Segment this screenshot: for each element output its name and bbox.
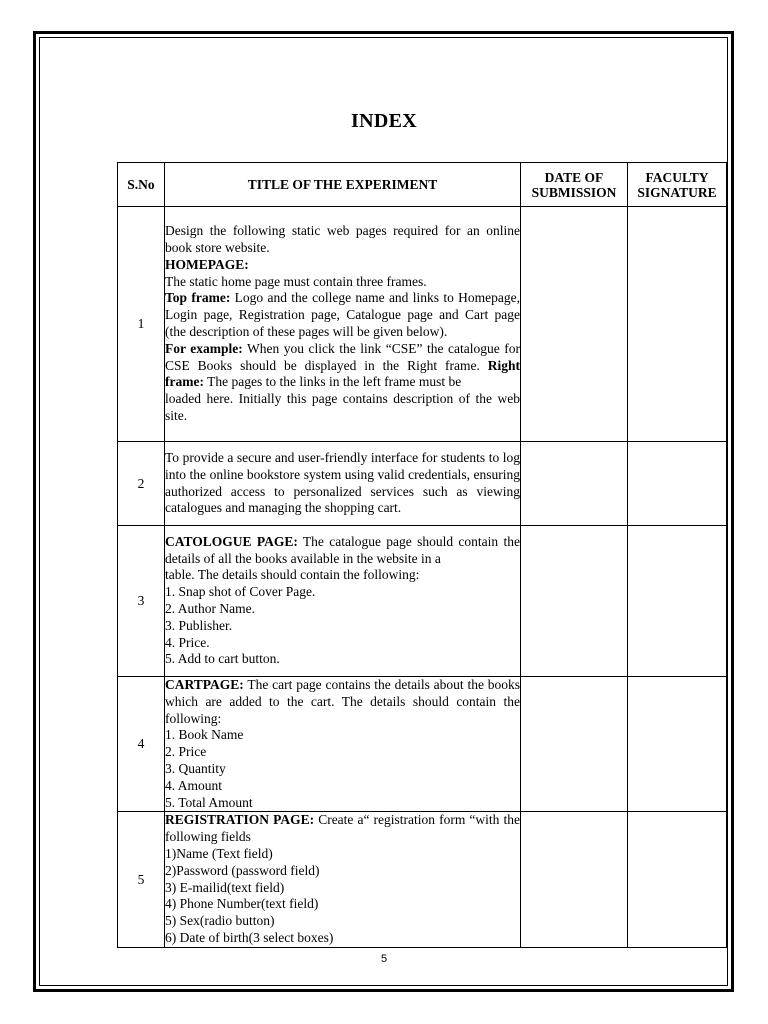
desc-line: 4. Price. <box>165 634 210 650</box>
desc-line: 1)Name (Text field) <box>165 845 273 861</box>
row-sno: 1 <box>118 207 165 442</box>
faculty-signature-cell[interactable] <box>628 207 727 442</box>
desc-line: To provide a secure and user-friendly interface for students to log into the online bookstore system using valid credentials, ensuring authorized access to personalized services such as viewing catalogues and managing the shopping cart. <box>165 449 520 516</box>
desc-line: 2. Author Name. <box>165 601 255 616</box>
row-description <box>165 812 521 947</box>
desc-line: 5) Sex(radio button) <box>165 913 275 929</box>
desc-line: CATOLOGUE PAGE: The catalogue page should contain the details of all the books available in the website in a <box>165 533 520 566</box>
desc-line: 2)Password (password field) <box>165 862 320 878</box>
desc-line: 3. Publisher. <box>165 617 233 633</box>
table-row <box>118 677 727 812</box>
desc-line: 1. Book Name <box>165 727 244 743</box>
desc-line: REGISTRATION PAGE: Create a“ registration form “with the following fields <box>165 812 520 845</box>
table-row <box>118 526 727 677</box>
desc-line: Top frame: Logo and the college name and links to Homepage, Login page, Registration page, Catalogue page and Cart page (the description of these pages will be given below). <box>165 290 521 339</box>
desc-line: 3. Quantity <box>165 760 226 776</box>
desc-line: HOMEPAGE: <box>165 256 249 272</box>
row-sno: 4 <box>118 677 165 812</box>
table-header-row <box>118 163 727 207</box>
table-row <box>118 442 727 526</box>
table-row <box>118 812 727 947</box>
row-sno: 3 <box>118 526 165 677</box>
date-of-submission-cell[interactable] <box>521 812 628 947</box>
row-description <box>165 207 521 442</box>
desc-line: loaded here. Initially this page contains description of the web site. <box>165 391 520 423</box>
header-sno: S.No <box>118 163 165 207</box>
row-description <box>165 677 521 812</box>
desc-line: 4) Phone Number(text field) <box>165 896 319 912</box>
row-description <box>165 526 521 677</box>
faculty-signature-cell[interactable] <box>628 442 727 526</box>
row-description <box>165 442 521 526</box>
desc-line: For example: When you click the link “CSE” the catalogue for CSE Books should be displayed in the Right frame. Right frame: The pages to the links in the left frame must be <box>165 340 520 390</box>
desc-line: 6) Date of birth(3 select boxes) <box>165 929 334 945</box>
desc-line: 4. Amount <box>165 777 223 793</box>
header-title: TITLE OF THE EXPERIMENT <box>165 163 521 207</box>
desc-line: table. The details should contain the following: <box>165 567 420 583</box>
page-title: INDEX <box>351 110 417 132</box>
desc-line: 5. Add to cart button. <box>165 651 280 667</box>
row-sno: 5 <box>118 812 165 947</box>
index-table <box>117 162 727 948</box>
table-row <box>118 207 727 442</box>
desc-line: Design the following static web pages required for an online book store website. <box>165 223 520 256</box>
desc-line: 3) E-mailid(text field) <box>165 879 285 895</box>
faculty-signature-cell[interactable] <box>628 526 727 677</box>
date-of-submission-cell[interactable] <box>521 677 628 812</box>
desc-line: 2. Price <box>165 744 207 760</box>
date-of-submission-cell[interactable] <box>521 442 628 526</box>
faculty-signature-cell[interactable] <box>628 677 727 812</box>
desc-line: The static home page must contain three frames. <box>165 273 427 289</box>
desc-line: CARTPAGE: The cart page contains the details about the books which are added to the cart. The details should contain the following: <box>165 677 520 726</box>
row-sno: 2 <box>118 442 165 526</box>
header-faculty-signature: FACULTY SIGNATURE <box>628 163 727 207</box>
desc-line: 5. Total Amount <box>165 794 253 810</box>
faculty-signature-cell[interactable] <box>628 812 727 947</box>
page-number: 5 <box>380 953 388 965</box>
desc-line: 1. Snap shot of Cover Page. <box>165 584 316 600</box>
date-of-submission-cell[interactable] <box>521 207 628 442</box>
date-of-submission-cell[interactable] <box>521 526 628 677</box>
header-date-of-submission: DATE OF SUBMISSION <box>521 163 628 207</box>
